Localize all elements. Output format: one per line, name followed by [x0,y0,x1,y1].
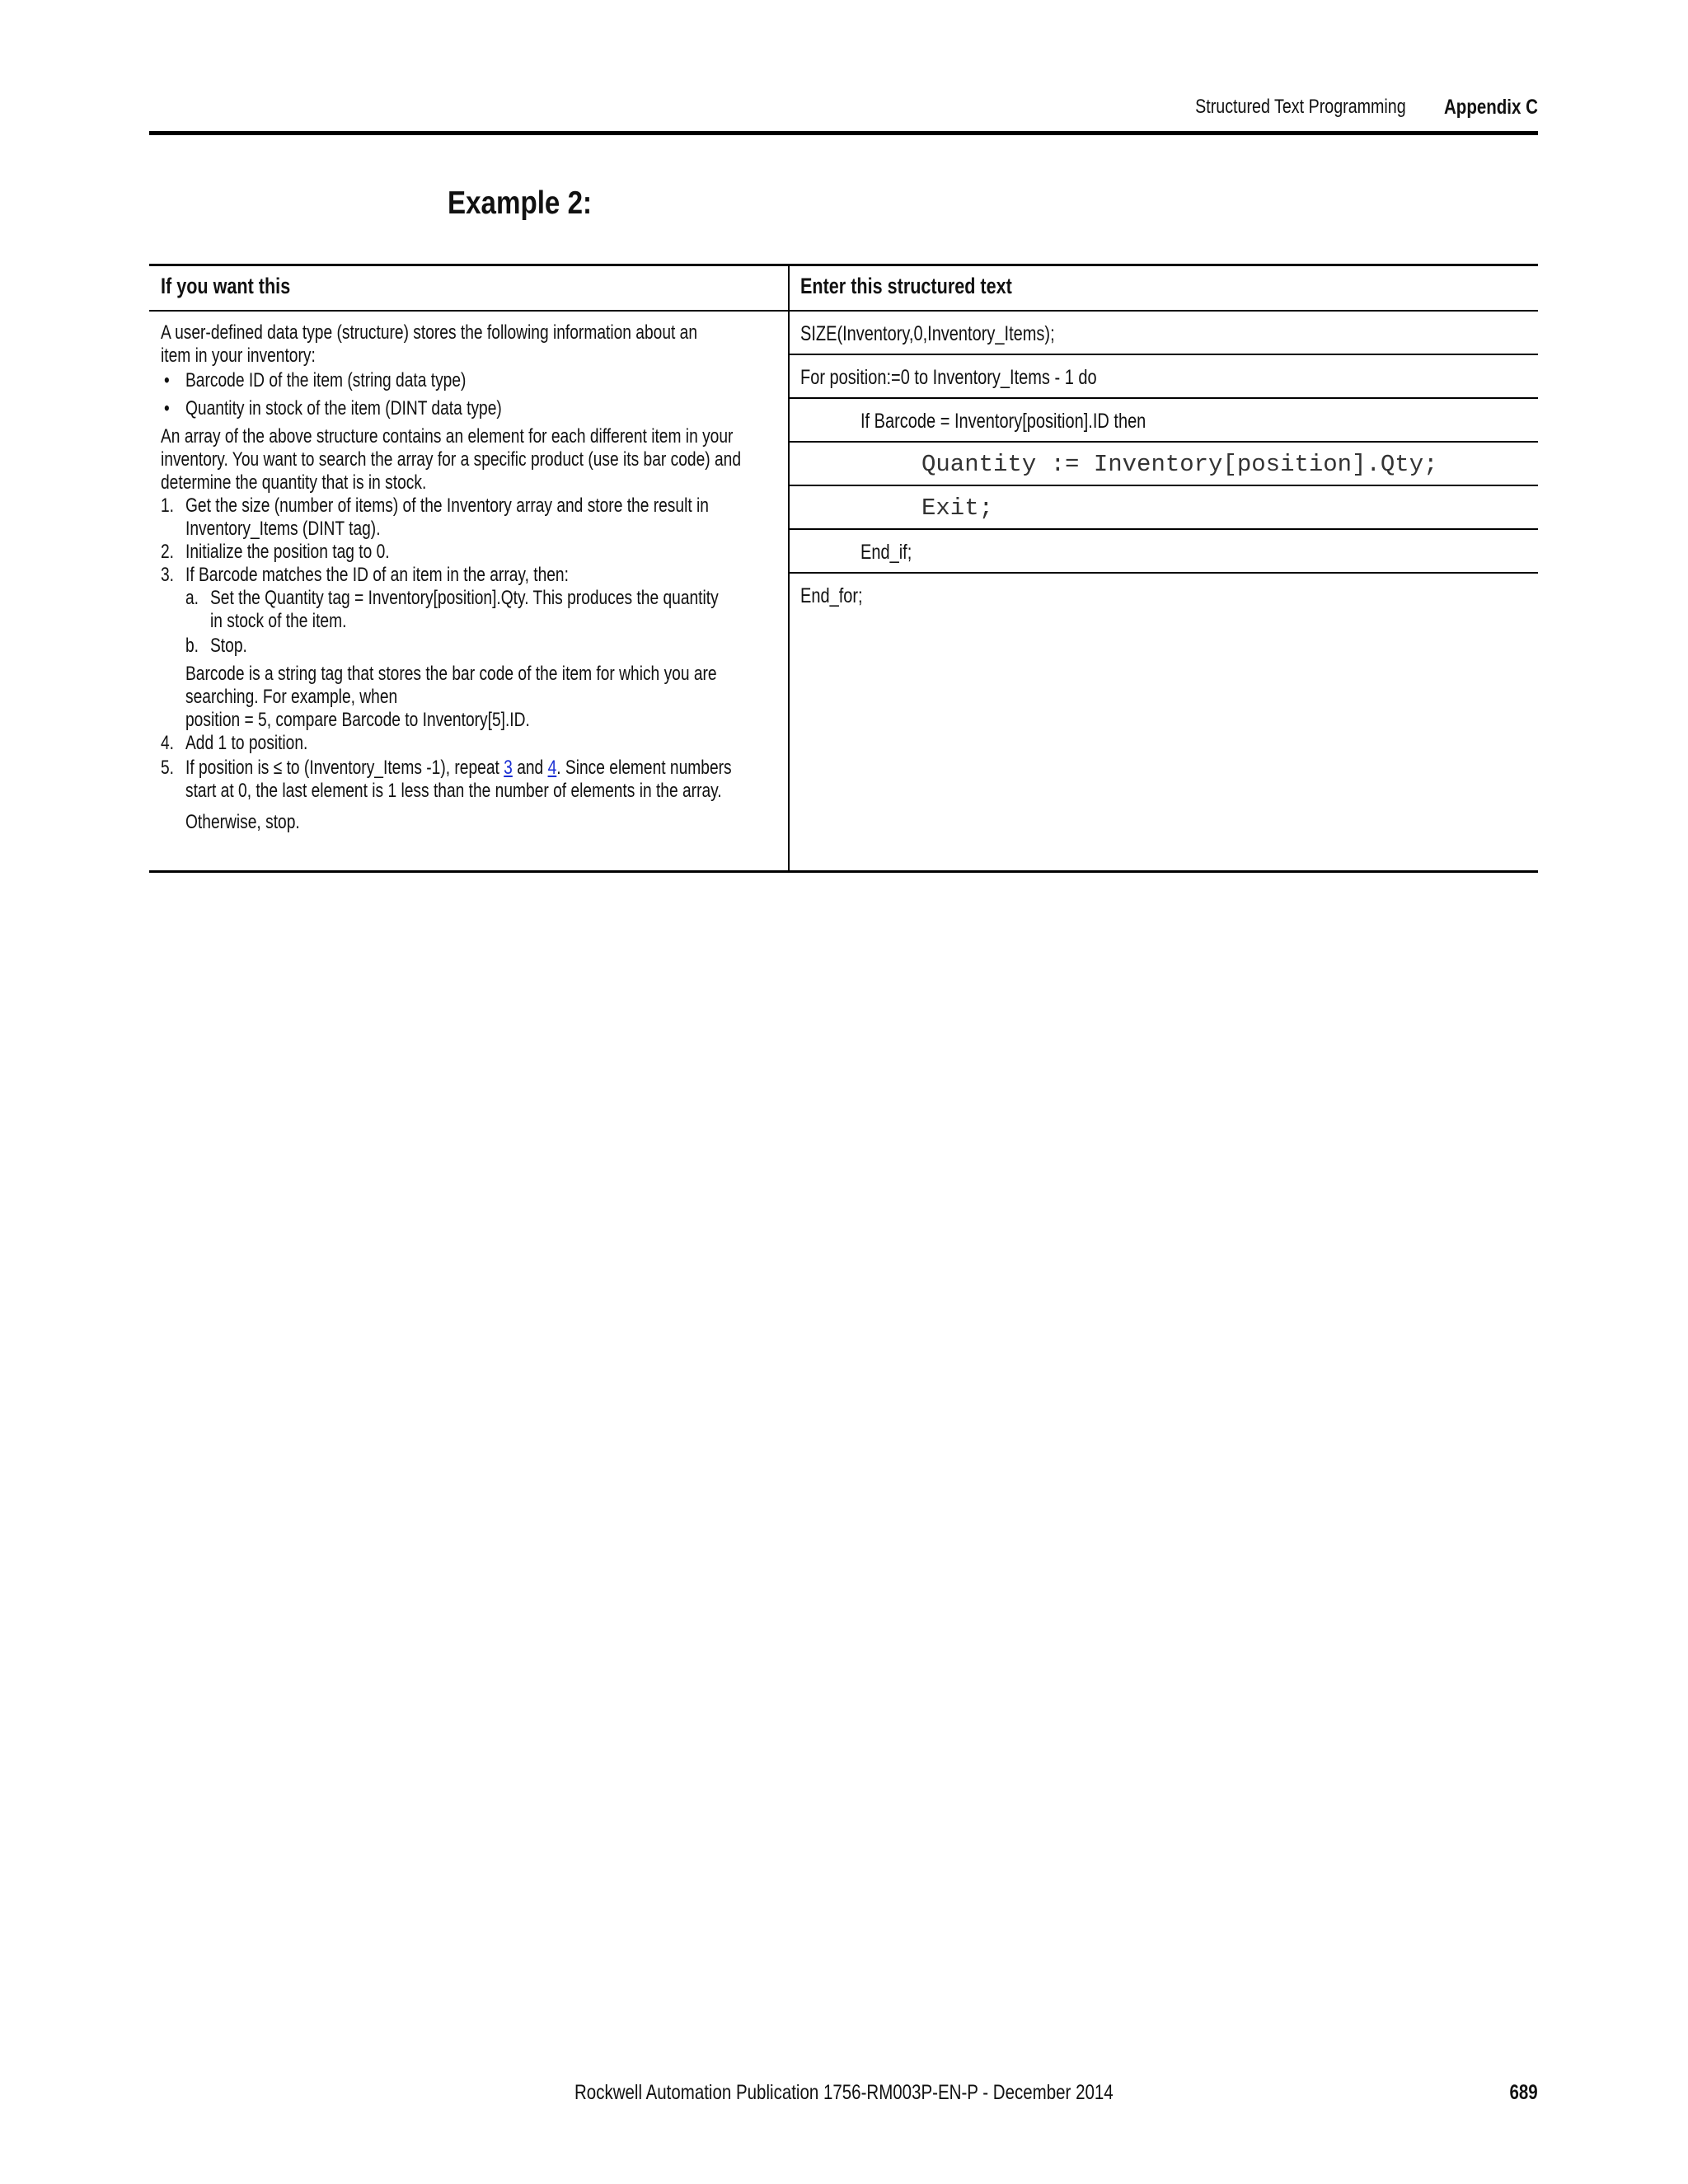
substep-text: Stop. [210,635,247,657]
table-bottom-rule [149,870,1538,873]
header-rule [149,131,1538,135]
step-text [185,757,732,780]
step-number: 2. [161,541,175,563]
code-row [790,399,1538,443]
step-number: 1. [161,494,175,517]
step-text-part: and [512,757,548,779]
step-number: 4. [161,732,175,754]
code-line-exit: Exit; [921,494,994,522]
table-top-rule [149,264,1538,266]
note-text: Barcode is a string tag that stores the bar code of the item for which you are [185,663,717,685]
step-text-part: If position is ≤ to (Inventory_Items -1), repeat [185,757,504,779]
description-text: A user-defined data type (structure) stores the following information about an [161,321,698,344]
page-title: Example 2: [448,185,593,221]
header-appendix-label: Appendix C [1444,96,1538,119]
code-row [790,443,1538,486]
bullet-item-barcode: Barcode ID of the item (string data type) [185,369,467,391]
substep-letter: a. [185,587,199,609]
code-row [790,530,1538,574]
note-text: position = 5, compare Barcode to Inventory[5].ID. [185,709,530,731]
array-description: inventory. You want to search the array for a specific product (use its bar code) and [161,448,742,471]
array-description: determine the quantity that is in stock. [161,471,427,494]
step-number: 3. [161,564,175,586]
code-row [790,486,1538,530]
step-text: Get the size (number of items) of the Inventory array and store the result in [185,494,709,517]
bullet-item-quantity: Quantity in stock of the item (DINT data type) [185,397,502,419]
code-row [790,574,1538,870]
substep-text: Set the Quantity tag = Inventory[position].Qty. This produces the quantity [210,587,719,609]
code-line-quantity: Quantity := Inventory[position].Qty; [921,451,1438,478]
running-header [149,89,1538,122]
column-header-left: If you want this [161,274,291,298]
example-table [149,264,1538,873]
code-row [790,355,1538,399]
array-description: An array of the above structure contains an element for each different item in your [161,425,734,448]
bullet-marker: • [164,369,170,391]
column-header-right: Enter this structured text [800,274,1012,298]
substep-text: in stock of the item. [210,610,347,632]
code-line-for: For position:=0 to Inventory_Items - 1 do [800,366,1097,389]
code-line-if: If Barcode = Inventory[position].ID then [860,410,1146,433]
code-line-size: SIZE(Inventory,0,Inventory_Items); [800,322,1055,345]
substep-letter: b. [185,635,199,657]
step-text: Otherwise, stop. [185,811,300,833]
step-4-link[interactable]: 4 [547,757,557,779]
code-line-end-if: End_if; [860,541,912,564]
header-section-title: Structured Text Programming [1195,96,1406,118]
step-text-part: . Since element numbers [556,757,732,779]
bullet-marker: • [164,397,170,419]
code-row [790,312,1538,355]
footer-publication: Rockwell Automation Publication 1756-RM003P-EN-P - December 2014 [574,2081,1114,2104]
step-number: 5. [161,757,175,779]
step-text: Inventory_Items (DINT tag). [185,518,381,540]
step-3-link[interactable]: 3 [504,757,513,779]
step-text: start at 0, the last element is 1 less than the number of elements in the array. [185,780,722,802]
page-number: 689 [1509,2081,1538,2104]
note-text: searching. For example, when [185,686,398,708]
step-text: If Barcode matches the ID of an item in the array, then: [185,564,569,586]
code-line-end-for: End_for; [800,584,863,607]
step-text: Initialize the position tag to 0. [185,541,390,563]
description-text: item in your inventory: [161,344,316,367]
step-text: Add 1 to position. [185,732,308,754]
